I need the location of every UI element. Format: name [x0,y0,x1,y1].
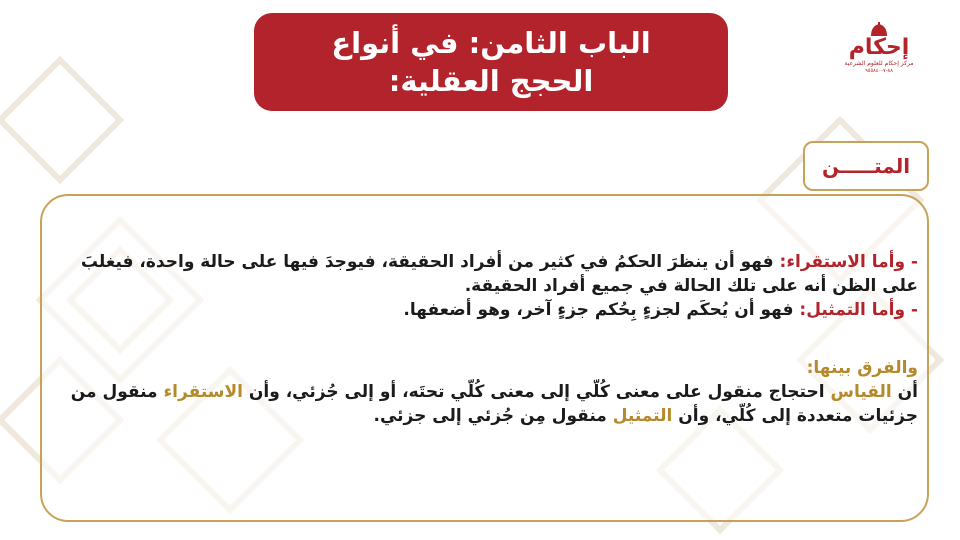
logo-wordmark: إحكام [848,35,910,60]
logo-subtitle: مركز إحكام للعلوم الشرعية [844,60,914,67]
term-istiqra-highlight: الاستقراء [163,382,243,402]
text-segment: احتجاج منقول على معنى كُلّي إلى معنى كُلّي تحتَه، أو إلى جُزئي، وأن [242,382,831,402]
bullet-dash: - [905,300,918,320]
title-line-1: الباب الثامن: في أنواع [331,26,651,60]
bullet-dash: - [905,252,918,272]
mosque-dome-icon [867,22,891,36]
term-istiqra: وأما الاستقراء: [779,252,906,272]
paragraph-difference [60,380,918,428]
paragraph-text: فهو أن يُحكَم لجزءٍ بِحُكم جزءٍ آخر، وهو أضعفها. [403,300,800,320]
term-tamthil-highlight: التمثيل [612,406,673,426]
paragraph-istiqra [60,250,918,298]
section-tab [803,141,929,191]
text-segment: منقول من جزئيات متعددة إلى كُلّي، وأن [70,382,918,426]
text-segment: أن [891,382,918,402]
ihkam-logo [844,22,914,94]
paragraph-tamthil [60,298,918,322]
slide-title [254,13,728,111]
main-text [60,250,918,428]
logo-number: ٨٨-٧-٩٥٥٨٤٠ [865,68,893,74]
term-qiyas: القياس [830,382,892,402]
section-tab-label: المتـــــن [821,154,911,178]
paragraph-text: فهو أن ينظرَ الحكمُ في كثير من أفراد الحقيقة، فيوجدَ فيها على حالة واحدة، فيغلبَ على الظن أنه على تلك الحالة في جميع أفراد الحقيقة. [80,252,918,296]
title-line-2: الحجج العقلية: [388,64,594,98]
term-tamthil: وأما التمثيل: [799,300,906,320]
difference-heading: والفرق بينها: [806,358,918,378]
text-segment: منقول مِن جُزئي إلى جزئي. [373,406,613,426]
